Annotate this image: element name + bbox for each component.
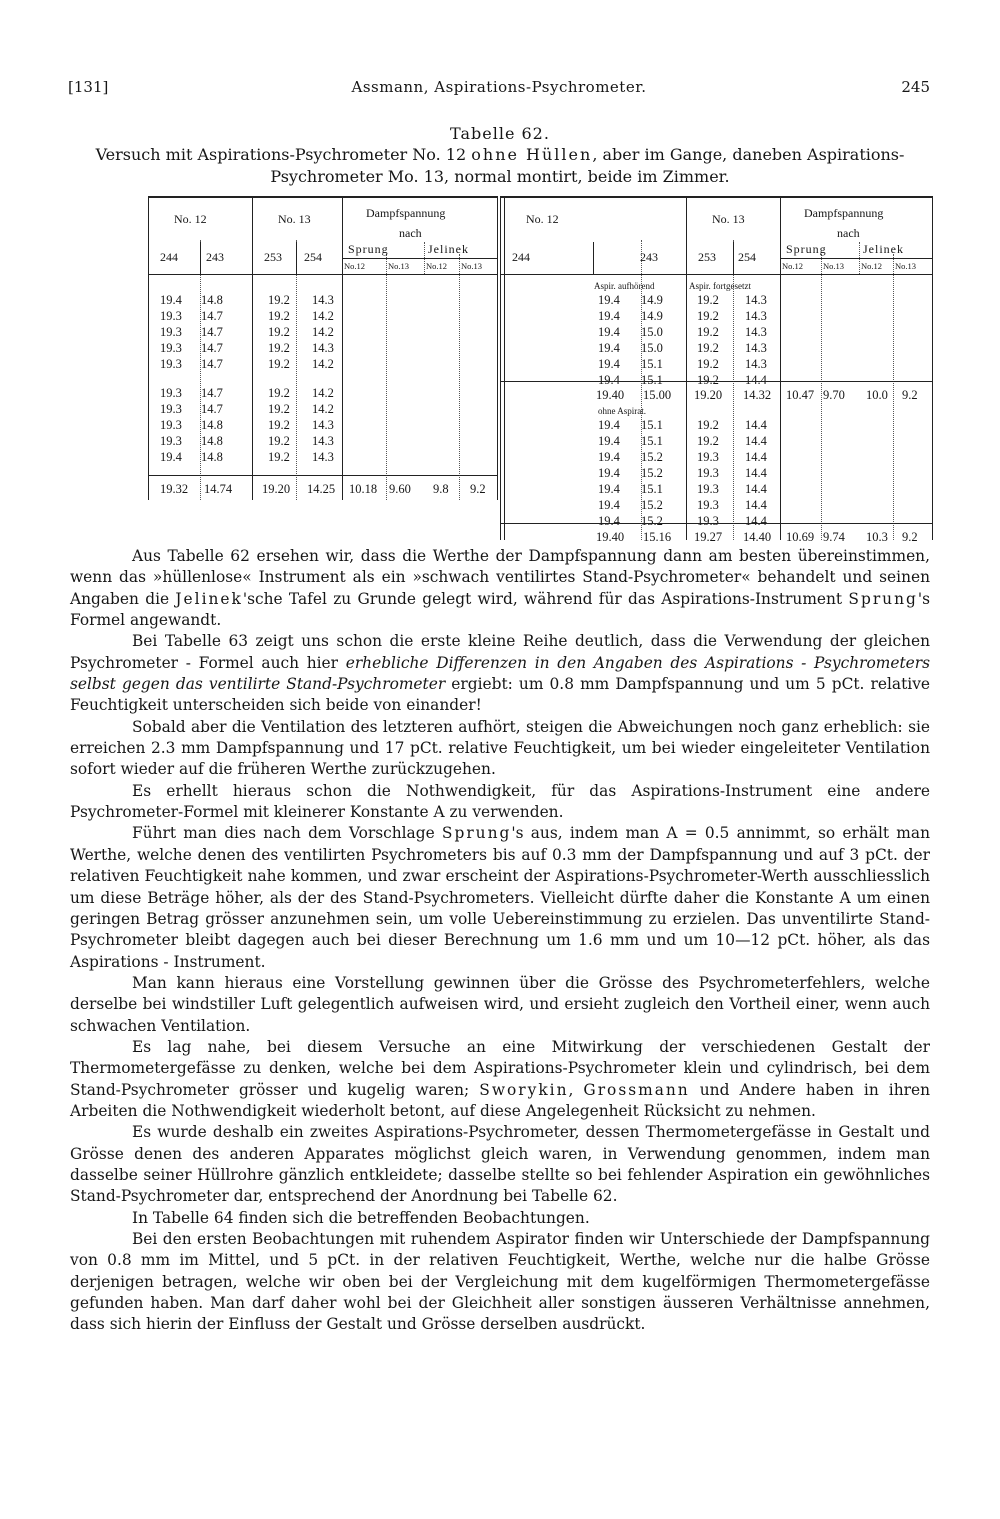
table-cell: 19.3: [160, 418, 182, 432]
table-cell: 19.2: [268, 293, 290, 307]
paragraph: [70, 781, 930, 824]
header-nach: nach: [837, 226, 860, 240]
table-cell: 15.2: [641, 498, 663, 512]
table-cell: 19.2: [697, 434, 719, 448]
table-cell: 14.3: [312, 434, 334, 448]
table-cell-mean: 9.2: [470, 482, 486, 496]
header-sub-no13: No.13: [895, 261, 917, 271]
table-cell: 15.0: [641, 341, 663, 355]
table-cell: 19.3: [697, 466, 719, 480]
table-cell: 19.4: [598, 309, 620, 323]
paragraph: [70, 1229, 930, 1336]
table-cell: 19.2: [268, 325, 290, 339]
page-number: 245: [901, 78, 930, 96]
paragraph: [70, 823, 930, 972]
rule-vertical: [932, 196, 933, 540]
table-cell: 14.3: [745, 341, 767, 355]
table-cell: 19.4: [598, 293, 620, 307]
rule-mean: [500, 523, 932, 524]
table-cell: 15.1: [641, 357, 663, 371]
rule-header-divider: [200, 242, 201, 274]
table-cell: 19.2: [268, 309, 290, 323]
paragraph-text: Aus Tabelle 62 ersehen wir, dass die Werthe der Dampfspannung dann am besten übereinstimmen, wenn das »hüllenlose« Instrument als ein »schwach ventilirtes Stand-Psychrometer« behandelt und seinen Angaben die: [70, 547, 930, 608]
table-cell: 19.3: [160, 357, 182, 371]
running-header: [68, 78, 930, 102]
table-cell: 14.2: [312, 309, 334, 323]
rule-header-divider: [296, 242, 297, 274]
rule-header: [148, 274, 497, 275]
table-cell: 14.7: [201, 309, 223, 323]
header-bracket-number: [131]: [68, 78, 109, 96]
table-cell-mean: 19.40: [596, 530, 625, 544]
table-cell: 19.3: [160, 434, 182, 448]
table-cell: 15.2: [641, 450, 663, 464]
header-254: 254: [738, 250, 756, 264]
table-cell: 19.2: [268, 341, 290, 355]
table-cell: 14.9: [641, 309, 663, 323]
table-cell: 14.3: [312, 450, 334, 464]
table-cell: 14.8: [201, 450, 223, 464]
paragraph-text: ,: [568, 1080, 584, 1099]
table-cell: 19.2: [268, 450, 290, 464]
table-cell: 14.3: [745, 325, 767, 339]
paragraph: [70, 1122, 930, 1207]
table-cell: 14.4: [745, 434, 767, 448]
header-no13: No. 13: [712, 212, 745, 226]
table-cell: 14.7: [201, 325, 223, 339]
header-sub-no13: No.13: [388, 261, 410, 271]
table-cell: 14.4: [745, 482, 767, 496]
table-cell: 19.3: [160, 309, 182, 323]
rule-vertical: [252, 196, 253, 500]
rule-mean: [148, 475, 497, 476]
header-sub-no12: No.12: [861, 261, 883, 271]
table-cell: 15.2: [641, 466, 663, 480]
table-cell-mean: 10.3: [866, 530, 888, 544]
paragraph-text: und Andere haben in ihren Arbeiten die Nothwendigkeit wiederholt betont, auf diese Angelegenheit Rücksicht zu nehmen.: [70, 1080, 930, 1120]
table-cell: 19.4: [598, 482, 620, 496]
table-cell: 19.4: [598, 466, 620, 480]
rule-vertical: [504, 196, 505, 540]
rule-top: [500, 196, 932, 198]
table-cell: 19.3: [160, 386, 182, 400]
table-cell: 14.3: [745, 357, 767, 371]
table-cell: 19.3: [160, 402, 182, 416]
paragraph-text: Bei Tabelle 63 zeigt uns schon die erste kleine Reihe deutlich, dass die Verwendung der gleichen Psychrometer - Formel auch hier: [70, 632, 930, 672]
rule-dotted: [459, 254, 460, 500]
table-cell: 14.3: [745, 293, 767, 307]
table-cell: 19.3: [697, 450, 719, 464]
table-cell: 19.4: [598, 341, 620, 355]
table-cell: 19.2: [697, 309, 719, 323]
header-dampfspannung: Dampfspannung: [804, 206, 884, 220]
header-243: 243: [206, 250, 224, 264]
table-cell: 14.4: [745, 418, 767, 432]
italic-emphasis: erhebliche Differenzen in den Angaben des Aspirations - Psychrometers selbst gegen das ventilirte Stand-Psychrometer: [70, 653, 930, 694]
table-cell-mean: 14.40: [743, 530, 772, 544]
table-cell-mean: 19.40: [596, 388, 625, 402]
header-244: 244: [160, 250, 178, 264]
table-note: Aspir. fortgesetzt: [689, 281, 751, 291]
table-cell: 19.2: [268, 418, 290, 432]
table-cell: 14.2: [312, 325, 334, 339]
paragraph-text: Es erhellt hieraus schon die Nothwendigkeit, für das Aspirations-Instrument eine andere Psychrometer-Formel mit kleinerer Konstante A zu verwenden.: [70, 781, 930, 822]
paragraph: [70, 1208, 930, 1229]
rule-header: [500, 274, 932, 275]
header-sub-no12: No.12: [782, 261, 804, 271]
rule-dotted: [296, 240, 297, 500]
table-cell: 14.4: [745, 466, 767, 480]
table-cell: 14.3: [312, 341, 334, 355]
table-cell: 14.3: [312, 293, 334, 307]
header-no13: No. 13: [278, 212, 311, 226]
table-cell-mean: 10.18: [349, 482, 378, 496]
header-no12: No. 12: [526, 212, 559, 226]
rule-dotted: [893, 254, 894, 540]
table-cell-mean: 10.47: [786, 388, 815, 402]
table-cell: 19.2: [697, 293, 719, 307]
header-sprung: Sprung: [348, 242, 389, 256]
table-label: Tabelle 62.: [450, 124, 550, 143]
header-title: Assmann, Aspirations-Psychrometer.: [351, 78, 647, 96]
rule-vertical: [780, 196, 781, 540]
caption-part-a: Versuch mit Aspirations-Psychrometer No. 12: [95, 145, 472, 164]
header-sub-no13: No.13: [823, 261, 845, 271]
table-cell-mean: 9.60: [389, 482, 411, 496]
table-cell: 19.4: [598, 498, 620, 512]
table-cell: 14.4: [745, 373, 767, 387]
table-cell: 15.0: [641, 325, 663, 339]
paragraph-text: Führt man dies nach dem Vorschlage: [132, 824, 442, 843]
table-cell-mean: 9.70: [823, 388, 845, 402]
paragraph-text: Bei den ersten Beobachtungen mit ruhendem Aspirator finden wir Unterschiede der Dampfspannung von 0.8 mm im Mittel, und 5 pCt. in der relativen Feuchtigkeit, Werthe, welche nur die halbe Grösse derjenigen betragen, welche wir oben bei der Vergleichung mit dem kugelförmigen Thermometergefässe gefunden haben. Man darf daher wohl bei der Gleichheit aller sonstigen äusseren Verhältnisse annehmen, dass sich hierin der Einfluss der Gestalt und Grösse derselben ausdrückt.: [70, 1230, 930, 1334]
paragraph: [70, 546, 930, 631]
paragraph-text: Es wurde deshalb ein zweites Aspirations-Psychrometer, dessen Thermometergefässe in Gestalt und Grösse denen des anderen Apparates möglichst gleich waren, in Verwendung genommen, indem man dasselbe seiner Hüllrohre gänzlich entkleidete; dasselbe stellte so bei fehlender Aspiration ein gewöhnliches Stand-Psychrometer dar, entsprechend der Anordnung bei Tabelle 62.: [70, 1123, 930, 1206]
rule-dotted: [821, 254, 822, 540]
table-cell-mean: 15.16: [643, 530, 672, 544]
paragraph: [70, 1037, 930, 1122]
table-cell-mean: 14.25: [307, 482, 336, 496]
table-cell: 15.1: [641, 373, 663, 387]
table-cell: 14.4: [745, 498, 767, 512]
table-cell-mean: 9.2: [902, 388, 918, 402]
rule-vertical: [342, 196, 343, 500]
table-cell-mean: 10.69: [786, 530, 815, 544]
table-cell: 19.2: [268, 357, 290, 371]
table-cell: 19.4: [160, 450, 182, 464]
table-cell: 15.2: [641, 514, 663, 528]
table-cell: 14.8: [201, 293, 223, 307]
table-cell: 14.2: [312, 402, 334, 416]
table-cell-mean: 14.74: [204, 482, 233, 496]
table-cell-mean: 15.00: [643, 388, 672, 402]
table-note: Aspir. aufhörend: [594, 281, 655, 291]
rule-subheader: [342, 258, 497, 259]
paragraph: [70, 717, 930, 781]
header-243: 243: [640, 250, 658, 264]
table-cell: 19.3: [160, 325, 182, 339]
caption-emphasis: ohne Hüllen: [471, 145, 593, 164]
table-cell: 14.4: [745, 450, 767, 464]
paragraph: [70, 973, 930, 1037]
table-cell: 14.7: [201, 341, 223, 355]
table-cell-mean: 10.0: [866, 388, 888, 402]
header-244: 244: [512, 250, 530, 264]
spaced-name: Sworykin: [479, 1080, 569, 1099]
rule-header-divider: [733, 242, 734, 274]
table-cell-mean: 9.2: [902, 530, 918, 544]
rule-subheader: [780, 258, 932, 259]
table-caption-line1: [80, 145, 920, 164]
table-cell: 19.2: [268, 434, 290, 448]
spaced-name: Sprung: [848, 589, 918, 608]
table-cell: 14.3: [312, 418, 334, 432]
table-cell: 19.4: [598, 514, 620, 528]
paragraph-text: Man kann hieraus eine Vorstellung gewinnen über die Grösse des Psychrometerfehlers, welche derselbe bei windstiller Luft gelegentlich aufweisen wird, und ersieht zugleich den Vortheil einer, wenn auch schwachen Ventilation.: [70, 973, 930, 1035]
table-cell: 19.4: [598, 325, 620, 339]
header-no12: No. 12: [174, 212, 207, 226]
header-nach: nach: [399, 226, 422, 240]
table-note: ohne Aspirat.: [598, 406, 646, 416]
rule-header-divider: [593, 242, 594, 274]
paragraph-text: Sobald aber die Ventilation des letzteren aufhört, steigen die Abweichungen noch ganz erheblich: sie erreichen 2.3 mm Dampfspannung und 17 pCt. relative Feuchtigkeit, um bei wieder eingeleiteter Ventilation sofort wieder auf die früheren Werthe zurückzugehen.: [70, 717, 930, 779]
header-jelinek: Jelinek: [863, 242, 904, 256]
table-cell: 19.2: [697, 418, 719, 432]
rule-vertical: [686, 196, 687, 540]
table-cell: 19.4: [598, 357, 620, 371]
table-cell: 14.7: [201, 357, 223, 371]
table-cell-mean: 14.32: [743, 388, 772, 402]
paragraph-text: Es lag nahe, bei diesem Versuche an eine Mitwirkung der verschiedenen Gestalt der Thermometergefässe zu denken, welche bei dem Aspirations-Psychrometer klein und cylindrisch, bei dem Stand-Psychrometer grösser und kugelig waren;: [70, 1037, 930, 1099]
header-253: 253: [698, 250, 716, 264]
body-text: [70, 546, 930, 1336]
header-sub-no12: No.12: [344, 261, 366, 271]
rule-vertical: [148, 196, 149, 500]
header-254: 254: [304, 250, 322, 264]
table-caption-line2: Psychrometer Mo. 13, normal montirt, beide im Zimmer.: [270, 167, 730, 186]
rule-vertical: [500, 196, 501, 540]
table-cell: 19.2: [268, 402, 290, 416]
table-cell-mean: 19.20: [694, 388, 723, 402]
table-cell: 14.8: [201, 434, 223, 448]
spaced-name: Jelinek: [175, 589, 243, 608]
table-cell: 14.2: [312, 357, 334, 371]
table-cell: 15.1: [641, 482, 663, 496]
table-cell: 19.2: [697, 373, 719, 387]
table-cell-mean: 9.8: [433, 482, 449, 496]
table-cell: 14.3: [745, 309, 767, 323]
table-cell: 19.2: [697, 357, 719, 371]
spaced-name: Sprung: [441, 824, 512, 843]
paragraph-text: ergiebt: um 0.8 mm Dampfspannung und um 5 pCt. relative Feuchtigkeit unterscheiden sich beide von einander!: [70, 675, 930, 715]
table-cell: 19.2: [697, 325, 719, 339]
table-cell: 19.4: [598, 450, 620, 464]
rule-vertical: [497, 196, 498, 500]
header-jelinek: Jelinek: [428, 242, 469, 256]
rule-dotted: [386, 254, 387, 500]
paragraph-text: 's aus, indem man A = 0.5 annimmt, so erhält man Werthe, welche denen des ventilirten Psychrometers bis auf 0.3 mm der Dampfspannung und auf 3 pCt. der relativen Feuchtigkeit nahe kommen, und zwar erscheint der Aspirations-Psychrometer-Werth ausschliesslich um diese Beträge höher, als der des Stand-Psychrometers. Vielleicht dürfte daher die Konstante A um einen geringen Betrag grösser anzunehmen sein, um volle Uebereinstimmung zu erzielen. Das unventilirte Stand-Psychrometer bleibt dagegen auch bei dieser Berechnung um 1.6 mm und um 10—12 pCt. höher, als das Aspirations - Instrument.: [70, 824, 930, 971]
table-cell: 19.3: [697, 498, 719, 512]
table-cell-mean: 9.74: [823, 530, 845, 544]
rule-top: [148, 196, 497, 198]
table-cell: 19.3: [697, 514, 719, 528]
paragraph-text: 's Formel angewandt.: [70, 589, 930, 630]
table-cell-mean: 19.20: [262, 482, 291, 496]
table-cell: 19.2: [268, 386, 290, 400]
header-253: 253: [264, 250, 282, 264]
table-cell: 19.4: [598, 373, 620, 387]
table-cell: 14.7: [201, 386, 223, 400]
paragraph-text: In Tabelle 64 finden sich die betreffenden Beobachtungen.: [132, 1208, 590, 1227]
table-cell-mean: 19.27: [694, 530, 723, 544]
table-cell: 19.4: [160, 293, 182, 307]
header-dampfspannung: Dampfspannung: [366, 206, 446, 220]
table-cell-mean: 19.32: [160, 482, 189, 496]
header-sub-no12: No.12: [426, 261, 448, 271]
table-cell: 14.7: [201, 402, 223, 416]
table-cell: 15.1: [641, 434, 663, 448]
table-cell: 14.9: [641, 293, 663, 307]
rule-mean: [500, 381, 932, 382]
table-cell: 14.8: [201, 418, 223, 432]
spaced-name: Grossmann: [583, 1080, 690, 1099]
table-cell: 19.3: [697, 482, 719, 496]
header-sprung: Sprung: [786, 242, 827, 256]
table-cell: 19.2: [697, 341, 719, 355]
table-cell: 14.4: [745, 514, 767, 528]
paragraph-text: 'sche Tafel zu Grunde gelegt wird, während für das Aspirations-Instrument: [242, 589, 849, 608]
table-cell: 14.2: [312, 386, 334, 400]
paragraph: [70, 631, 930, 716]
header-sub-no13: No.13: [461, 261, 483, 271]
table-cell: 19.4: [598, 418, 620, 432]
table-cell: 19.4: [598, 434, 620, 448]
table-cell: 19.3: [160, 341, 182, 355]
caption-part-c: , aber im Gange, daneben Aspirations-: [592, 145, 905, 164]
table-cell: 15.1: [641, 418, 663, 432]
